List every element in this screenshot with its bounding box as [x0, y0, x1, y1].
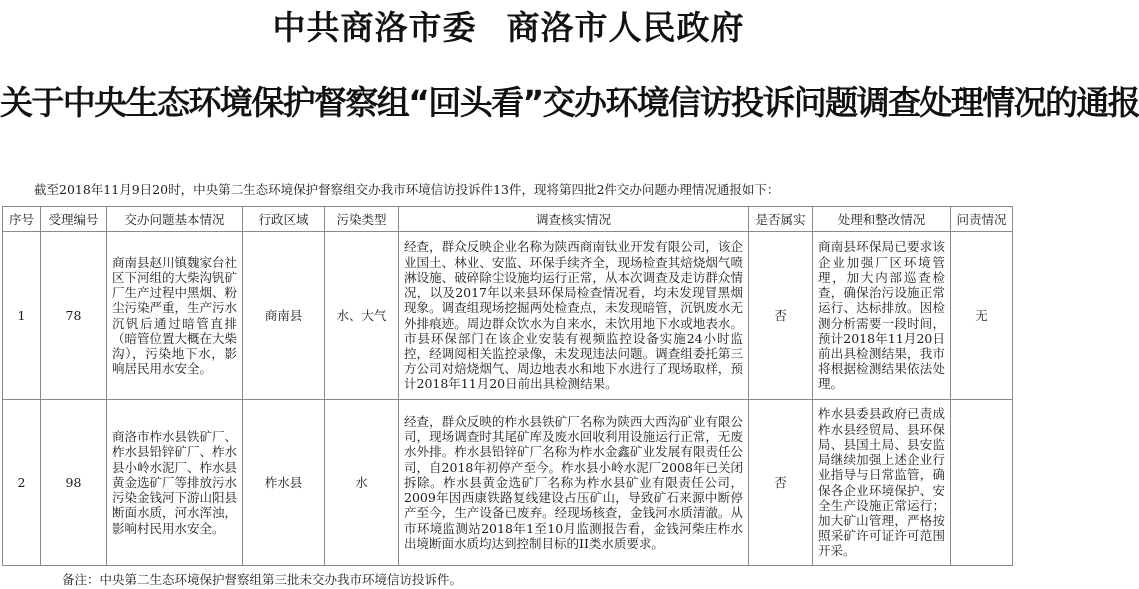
intro-paragraph: 截至2018年11月9日20时，中央第二生态环境保护督察组交办我市环境信访投诉件13件，现将第四批2件交办问题办理情况通报如下： — [34, 182, 780, 197]
issuer-heading — [0, 4, 1017, 52]
cell-region: 商南县 — [243, 232, 325, 400]
col-header-region: 行政区域 — [243, 207, 325, 232]
table-row — [3, 232, 1013, 400]
issuer-party-committee: 中共商洛市委 — [272, 8, 477, 47]
footnote: 备注：中央第二生态环境保护督察组第三批未交办我市环境信访投诉件。 — [62, 572, 463, 587]
col-header-accountability: 问责情况 — [951, 207, 1013, 232]
cell-investigation: 经查，群众反映的柞水县铁矿厂名称为陕西大西沟矿业有限公司，现场调查时其尾矿库及废水回收利用设施运行正常，无废水外排。柞水县铅锌矿厂名称为柞水金鑫矿业发展有限责任公司，自2018年初停产至今。柞水县小岭水泥厂2008年已关闭拆除。柞水县黄金选矿厂名称为柞水县矿业有限责任公司，2009年因西康铁路复线建设占压矿山，导致矿石来源中断停产至今，生产设备已废弃。经现场核查，金钱河水质清澈。从市环境监测站2018年1至10月监测报告看，金钱河柴庄柞水出境断面水质均达到控制目标的II类水质要求。 — [399, 400, 749, 566]
col-header-rectification: 处理和整改情况 — [813, 207, 951, 232]
cell-verified: 否 — [749, 400, 813, 566]
col-header-issue: 交办问题基本情况 — [107, 207, 243, 232]
table-header-row — [3, 207, 1013, 232]
cell-issue: 商南县赵川镇魏家台社区下河组的大柴沟钒矿厂生产过程中黑烟、粉尘污染严重，生产污水沉钒后通过暗管直排（暗管位置大概在大柴沟），污染地下水，影响居民用水安全。 — [107, 232, 243, 400]
cell-no: 2 — [3, 400, 41, 566]
cell-accountability — [951, 400, 1013, 566]
cell-investigation: 经查，群众反映企业名称为陕西商南钛业开发有限公司，该企业国土、林业、安监、环保手续齐全，现场检查其焙烧烟气喷淋设施、破碎除尘设施均运行正常，从本次调查及走访群众情况，以及2017年以来县环保局检查情况看，均未发现冒黑烟现象。调查组现场挖掘两处检查点，未发现暗管，沉钒废水无外排痕迹。周边群众饮水为自来水，未饮用地下水或地表水。市县环保部门在该企业安装有视频监控设备实施24小时监控，经调阅相关监控录像，未发现违法问题。调查组委托第三方公司对焙烧烟气、周边地表水和地下水进行了现场取样，预计2018年11月20日前出具检测结果。 — [399, 232, 749, 400]
cell-pollution: 水 — [325, 400, 399, 566]
col-header-investigation: 调查核实情况 — [399, 207, 749, 232]
cell-issue: 商洛市柞水县铁矿厂、柞水县铅锌矿厂、柞水县小岭水泥厂、柞水县黄金选矿厂等排放污水污染金钱河下游山阳县断面水质，河水浑浊，影响村民用水安全。 — [107, 400, 243, 566]
cell-case-id: 78 — [41, 232, 107, 400]
cell-case-id: 98 — [41, 400, 107, 566]
cell-rectification: 商南县环保局已要求该企业加强厂区环境管理，加大内部巡查检查，确保治污设施正常运行、达标排放。因检测分析需要一段时间，预计2018年11月20日前出具检测结果，我市将根据检测结果依法处理。 — [813, 232, 951, 400]
col-header-no: 序号 — [3, 207, 41, 232]
table-row — [3, 400, 1013, 566]
cell-no: 1 — [3, 232, 41, 400]
col-header-pollution: 污染类型 — [325, 207, 399, 232]
cell-region: 柞水县 — [243, 400, 325, 566]
issuer-government: 商洛市人民政府 — [506, 8, 745, 47]
cell-pollution: 水、大气 — [325, 232, 399, 400]
document-title: 关于中央生态环境保护督察组“回头看”交办环境信访投诉问题调查处理情况的通报 — [0, 83, 1139, 122]
col-header-case-id: 受理编号 — [41, 207, 107, 232]
cell-rectification: 柞水县委县政府已责成柞水县经贸局、县环保局、县国土局、县安监局继续加强上述企业行业指导与日常监管，确保各企业环境保护、安全生产设施正常运行；加大矿山管理，严格按照采矿许可证许可范围开采。 — [813, 400, 951, 566]
cell-accountability: 无 — [951, 232, 1013, 400]
col-header-verified: 是否属实 — [749, 207, 813, 232]
cell-verified: 否 — [749, 232, 813, 400]
case-table — [2, 206, 1013, 566]
